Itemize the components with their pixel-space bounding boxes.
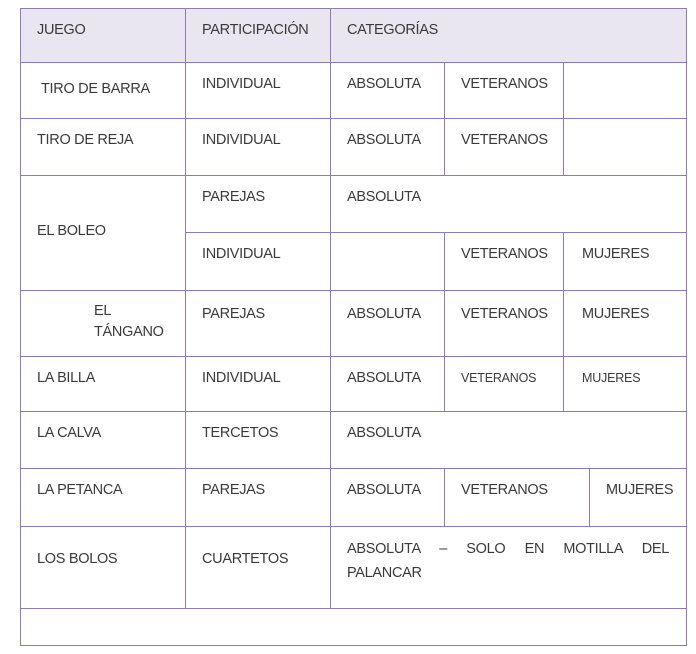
cell-part-tangano: PAREJAS: [202, 306, 265, 322]
grid-line: [563, 232, 564, 411]
grid-line: [20, 356, 686, 357]
bolos-cat-line2: PALANCAR: [347, 565, 422, 581]
cell-cat-veteranos: VETERANOS: [461, 132, 548, 148]
cell-part-petanca: PAREJAS: [202, 482, 265, 498]
cell-cat-mujeres: MUJERES: [582, 246, 650, 262]
cell-part-boleo-parejas: PAREJAS: [202, 189, 265, 205]
cell-juego-billa: LA BILLA: [37, 370, 96, 386]
cell-juego-bolos: LOS BOLOS: [37, 551, 118, 567]
cell-cat-veteranos: VETERANOS: [461, 76, 548, 92]
cell-cat-veteranos: VETERANOS: [461, 371, 537, 385]
grid-line: [20, 290, 686, 291]
tangano-line1: EL: [94, 303, 112, 319]
cell-juego-calva: LA CALVA: [37, 425, 101, 441]
cell-cat-veteranos: VETERANOS: [461, 306, 548, 322]
cell-part-boleo-individual: INDIVIDUAL: [202, 246, 281, 262]
grid-line: [444, 232, 445, 411]
grid-line: [20, 608, 686, 609]
header-categorias: CATEGORÍAS: [330, 8, 686, 62]
cell-juego-tiro-barra: TIRO DE BARRA: [41, 81, 150, 97]
cell-part-tiro-barra: INDIVIDUAL: [202, 76, 281, 92]
grid-line: [686, 8, 687, 646]
grid-line: [185, 232, 686, 233]
cell-cat-veteranos: VETERANOS: [461, 482, 548, 498]
cell-part-tiro-reja: INDIVIDUAL: [202, 132, 281, 148]
grid-line: [20, 411, 686, 412]
grid-line: [20, 62, 686, 63]
cell-cat-absoluta: ABSOLUTA: [347, 306, 421, 322]
cell-cat-bolos: [330, 526, 686, 608]
cell-part-billa: INDIVIDUAL: [202, 370, 281, 386]
cell-cat-mujeres: MUJERES: [582, 371, 641, 385]
grid-line: [444, 62, 445, 175]
grid-line: [20, 645, 686, 646]
header-juego: JUEGO: [20, 8, 185, 62]
grid-line: [20, 118, 686, 119]
cell-cat-veteranos: VETERANOS: [461, 246, 548, 262]
bolos-cat-line1: ABSOLUTA – SOLO EN MOTILLA DEL: [347, 541, 669, 557]
cell-cat-absoluta: ABSOLUTA: [347, 76, 421, 92]
tangano-line2: TÁNGANO: [94, 324, 164, 340]
grid-line: [20, 8, 21, 646]
grid-line: [444, 468, 445, 526]
cell-cat-absoluta: ABSOLUTA: [347, 189, 421, 205]
cell-part-calva: TERCETOS: [202, 425, 279, 441]
cell-juego-tangano: [20, 290, 185, 356]
cell-juego-tiro-reja: TIRO DE REJA: [37, 132, 134, 148]
grid-line: [20, 8, 686, 9]
cell-cat-absoluta: ABSOLUTA: [347, 370, 421, 386]
cell-cat-absoluta: ABSOLUTA: [347, 132, 421, 148]
grid-line: [185, 8, 186, 608]
cell-juego-boleo: EL BOLEO: [37, 223, 106, 239]
grid-line: [589, 468, 590, 526]
cell-cat-mujeres: MUJERES: [606, 482, 674, 498]
grid-line: [20, 468, 686, 469]
cell-cat-mujeres: MUJERES: [582, 306, 650, 322]
header-participacion: PARTICIPACIÓN: [185, 8, 330, 62]
cell-cat-absoluta: ABSOLUTA: [347, 482, 421, 498]
cell-cat-absoluta: ABSOLUTA: [347, 425, 421, 441]
grid-line: [20, 526, 686, 527]
grid-line: [330, 8, 331, 608]
grid-line: [563, 62, 564, 175]
cell-part-bolos: CUARTETOS: [202, 551, 289, 567]
grid-line: [20, 175, 686, 176]
cell-juego-petanca: LA PETANCA: [37, 482, 123, 498]
